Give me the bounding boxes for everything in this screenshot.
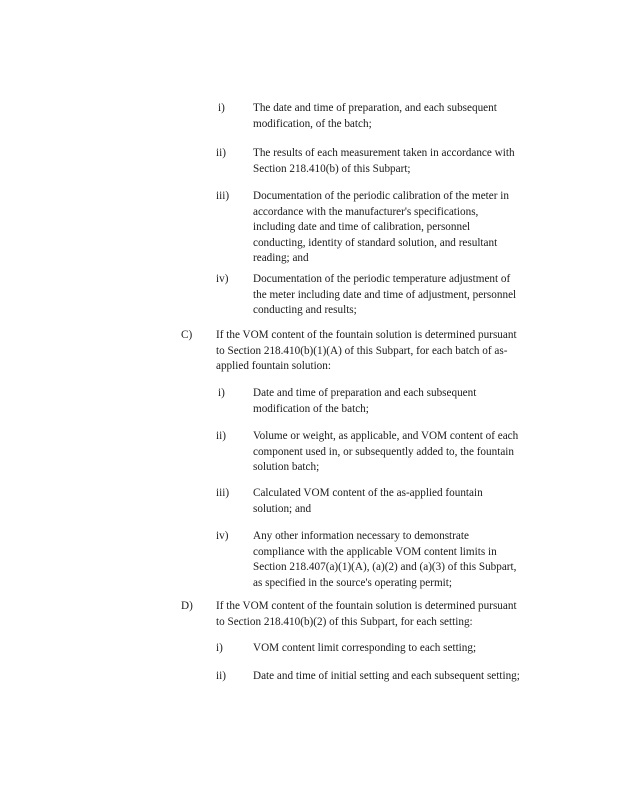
item-marker-b-ii: ii): [216, 147, 226, 159]
item-text-c-i: Date and time of preparation and each subsequent modification of the batch;: [253, 387, 477, 415]
item-text-b-iii: Documentation of the periodic calibration of the meter in accordance with the manufacturer's specifications, including date and time of calibration, personnel conducting, identity of standard solution, and resultant reading; and: [253, 190, 509, 264]
item-text-d-ii: Date and time of initial setting and each subsequent setting;: [253, 670, 520, 682]
item-marker-b-i: i): [218, 102, 225, 114]
item-marker-c-i: i): [218, 387, 225, 399]
section-text-c: If the VOM content of the fountain solution is determined pursuant to Section 218.410(b)(1)(A) of this Subpart, for each batch of as- applied fountain solution:: [216, 329, 517, 372]
item-marker-b-iii: iii): [216, 190, 230, 202]
section-text-d: If the VOM content of the fountain solution is determined pursuant to Section 218.410(b)(2) of this Subpart, for each setting:: [216, 600, 517, 628]
item-marker-c-iii: iii): [216, 487, 230, 499]
item-marker-c-iv: iv): [216, 530, 229, 542]
section-marker-c: C): [181, 329, 193, 341]
item-marker-b-iv: iv): [216, 273, 229, 285]
section-marker-d: D): [181, 600, 193, 612]
item-text-d-i: VOM content limit corresponding to each setting;: [253, 642, 477, 654]
item-text-b-ii: The results of each measurement taken in accordance with Section 218.410(b) of this Subpart;: [253, 147, 515, 175]
item-marker-d-i: i): [216, 642, 223, 654]
item-marker-d-ii: ii): [216, 670, 226, 682]
item-text-c-ii: Volume or weight, as applicable, and VOM content of each component used in, or subsequently added to, the fountain solution batch;: [253, 430, 519, 473]
item-text-c-iv: Any other information necessary to demonstrate compliance with the applicable VOM content limits in Section 218.407(a)(1)(A), (a)(2) and (a)(3) of this Subpart, as specified in the source's operating permit;: [253, 530, 517, 589]
item-marker-c-ii: ii): [216, 430, 226, 442]
item-text-b-i: The date and time of preparation, and each subsequent modification, of the batch;: [253, 102, 497, 130]
item-text-b-iv: Documentation of the periodic temperature adjustment of the meter including date and time of adjustment, personnel conducting and results;: [253, 273, 517, 316]
item-text-c-iii: Calculated VOM content of the as-applied fountain solution; and: [253, 487, 483, 515]
